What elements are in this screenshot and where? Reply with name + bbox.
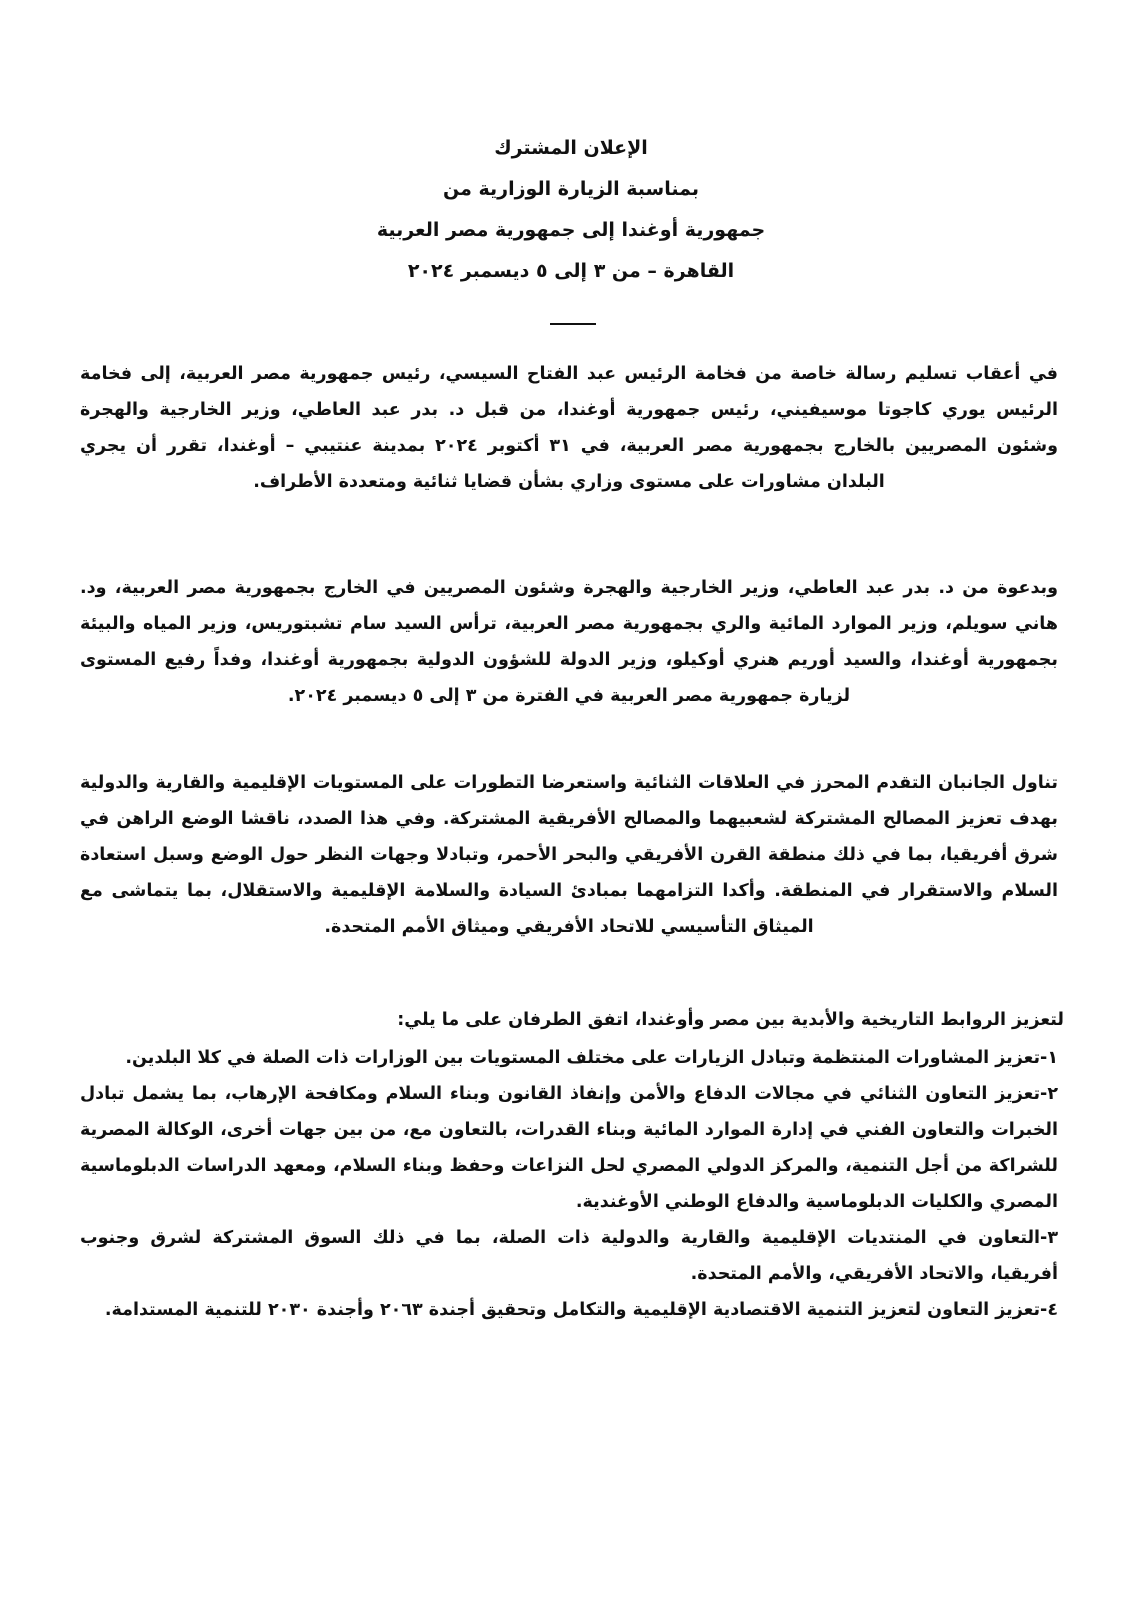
paragraph-invitation: وبدعوة من د. بدر عبد العاطي، وزير الخارجية والهجرة وشئون المصريين في الخارج بجمهورية مصر العربية، ود. هاني سويلم، وزير الموارد المائية والري بجمهورية مصر العربية، ترأس السيد سام تشبتوريس، وزير المياه والبيئة بجمهورية أوغندا، والسيد أوريم هنري أوكيلو، وزير الدولة للشؤون الدولية بجمهورية أوغندا، وفداً رفيع المستوى لزيارة جمهورية مصر العربية في الفترة من ٣ إلى ٥ ديسمبر ٢٠٢٤. [80, 577, 1058, 706]
header-countries-line: جمهورية أوغندا إلى جمهورية مصر العربية [376, 219, 766, 241]
header-occasion-line: بمناسبة الزيارة الوزارية من [443, 178, 699, 200]
declaration-title: الإعلان المشترك [494, 137, 648, 159]
list-item-text: -التعاون في المنتديات الإقليمية والقارية والدولية ذات الصلة، بما في ذلك السوق المشتركة لشرق وجنوب أفريقيا، والاتحاد الأفريقي، والأمم المتحدة. [80, 1228, 1058, 1284]
list-item-number: ٢ [1047, 1084, 1058, 1104]
list-item [80, 1220, 1058, 1292]
list-item [80, 1292, 1058, 1328]
agreement-intro: لتعزيز الروابط التاريخية والأبدية بين مصر وأوغندا، اتفق الطرفان على ما يلي: [397, 1010, 1064, 1030]
list-item-number: ١ [1047, 1048, 1058, 1068]
list-item-text: -تعزيز التعاون الثنائي في مجالات الدفاع والأمن وإنفاذ القانون وبناء السلام ومكافحة الإرهاب، بما يشمل تبادل الخبرات والتعاون الفني في إدارة الموارد المائية وبناء القدرات، بالتعاون مع، من بين جهات أخرى، الوكالة المصرية للشراكة من أجل التنمية، والمركز الدولي المصري لحل النزاعات وحفظ وبناء السلام، ومعهد الدراسات الدبلوماسية المصري والكليات الدبلوماسية والدفاع الوطني الأوغندية. [80, 1084, 1058, 1212]
list-item-text: -تعزيز المشاورات المنتظمة وتبادل الزيارات على مختلف المستويات بين الوزارات ذات الصلة في كلا البلدين. [125, 1048, 1048, 1068]
paragraph-discussions: تناول الجانبان التقدم المحرز في العلاقات الثنائية واستعرضا التطورات على المستويات الإقليمية والقارية والدولية بهدف تعزيز المصالح المشتركة لشعبيهما والمصالح الأفريقية المشتركة. وفي هذا الصدد، ناقشا الوضع الراهن في شرق أفريقيا، بما في ذلك منطقة القرن الأفريقي والبحر الأحمر، وتبادلا وجهات النظر حول الوضع وسبل استعادة السلام والاستقرار في المنطقة. وأكدا التزامهما بمبادئ السيادة والسلامة الإقليمية والاستقلال، بما يتماشى مع الميثاق التأسيسي للاتحاد الأفريقي وميثاق الأمم المتحدة. [80, 772, 1058, 937]
header-place-date-line: القاهرة – من ٣ إلى ٥ ديسمبر ٢٠٢٤ [407, 260, 735, 282]
list-item-number: ٤ [1047, 1300, 1058, 1320]
list-item [80, 1040, 1058, 1076]
list-item-number: ٣ [1047, 1228, 1058, 1248]
declaration-header [0, 128, 1142, 292]
list-item-text: -تعزيز التعاون لتعزيز التنمية الاقتصادية الإقليمية والتكامل وتحقيق أجندة ٢٠٦٣ وأجندة ٢٠٣٠ للتنمية المستدامة. [104, 1300, 1048, 1320]
list-item [80, 1076, 1058, 1220]
header-divider [550, 323, 596, 325]
agreement-list [80, 1040, 1058, 1328]
paragraph-background: في أعقاب تسليم رسالة خاصة من فخامة الرئيس عبد الفتاح السيسي، رئيس جمهورية مصر العربية، إلى فخامة الرئيس يوري كاجوتا موسيفيني، رئيس جمهورية أوغندا، من قبل د. بدر عبد العاطي، وزير الخارجية والهجرة وشئون المصريين بالخارج بجمهورية مصر العربية، في ٣١ أكتوبر ٢٠٢٤ بمدينة عنتيبي – أوغندا، تقرر أن يجري البلدان مشاورات على مستوى وزاري بشأن قضايا ثنائية ومتعددة الأطراف. [80, 363, 1058, 492]
